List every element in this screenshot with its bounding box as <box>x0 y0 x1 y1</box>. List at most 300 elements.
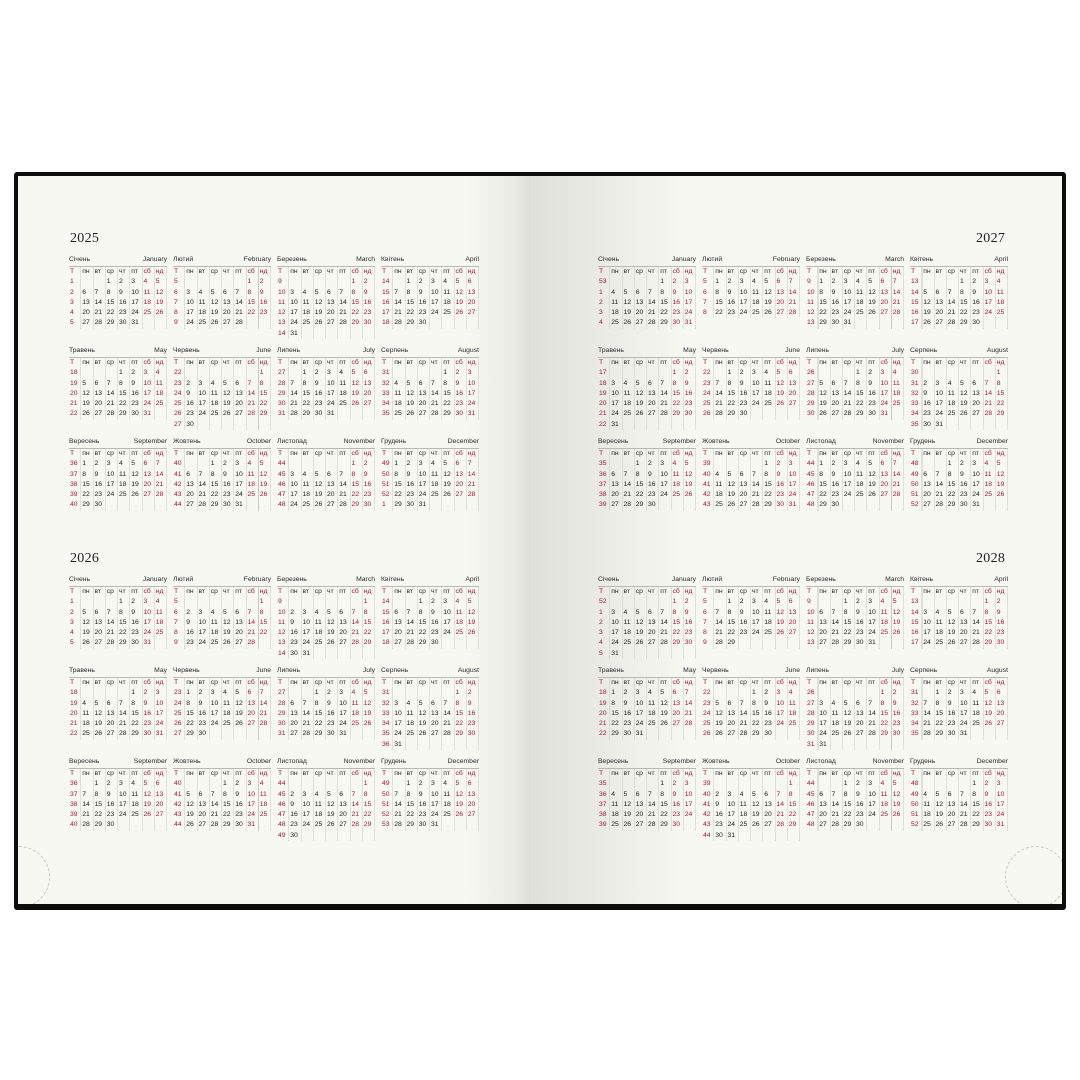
month-august <box>910 346 1008 429</box>
day-cell <box>185 779 197 789</box>
day-cell: 4 <box>947 379 952 387</box>
day-cell: 10 <box>443 608 451 616</box>
day-cell: 28 <box>715 410 723 418</box>
month-grid <box>277 267 375 339</box>
week-number: 24 <box>174 389 182 397</box>
month-name-ua: Жовтень <box>702 438 730 445</box>
day-cell <box>843 740 855 750</box>
day-cell: 3 <box>198 608 203 616</box>
weekday-header: ср <box>843 268 851 275</box>
day-cell: 23 <box>119 309 127 317</box>
month-name-ua: Травень <box>598 667 624 674</box>
day-cell: 15 <box>119 618 127 626</box>
day-cell: 30 <box>418 319 427 327</box>
day-cell: 15 <box>819 298 827 306</box>
week-number: 30 <box>911 369 919 377</box>
week-number: 37 <box>70 790 78 798</box>
day-cell <box>363 831 375 841</box>
month-name-ua: Вересень <box>69 758 100 765</box>
week-number: 49 <box>382 460 390 468</box>
weekday-header: ср <box>106 770 114 777</box>
day-cell <box>831 597 843 607</box>
day-cell: 16 <box>418 298 427 306</box>
day-cell: 1 <box>972 780 977 788</box>
day-cell: 24 <box>684 309 693 317</box>
month-name-ua: Липень <box>806 347 830 354</box>
day-cell <box>714 779 726 789</box>
day-cell <box>647 649 659 659</box>
day-cell: 29 <box>972 821 980 829</box>
day-cell: 21 <box>776 811 785 819</box>
month-name-ua: Березень <box>806 256 836 263</box>
day-cell: 21 <box>290 400 298 408</box>
day-cell: 2 <box>960 460 964 468</box>
day-cell: 4 <box>82 699 87 707</box>
day-cell <box>610 779 622 789</box>
day-cell: 21 <box>947 309 956 317</box>
day-cell: 11 <box>831 709 839 717</box>
week-number-header: Т <box>807 770 812 777</box>
week-number: 49 <box>911 790 919 798</box>
day-cell: 13 <box>339 618 347 626</box>
weekday-header: ср <box>947 268 955 275</box>
week-number-header: Т <box>703 770 708 777</box>
month-header <box>702 575 800 587</box>
weekday-header: ср <box>210 588 218 595</box>
month-name-ua: Лютий <box>702 576 723 583</box>
weekday-header: нд <box>684 268 693 275</box>
day-cell <box>289 459 301 469</box>
day-cell: 1 <box>223 780 227 788</box>
week-number: 8 <box>703 309 707 317</box>
month-header <box>910 255 1008 267</box>
week-number-header: Т <box>911 770 916 777</box>
day-cell: 14 <box>82 800 90 808</box>
day-cell: 3 <box>788 460 793 468</box>
day-cell: 24 <box>431 309 439 317</box>
weekday-header: ср <box>210 359 218 366</box>
day-cell <box>185 597 197 607</box>
day-cell: 2 <box>727 278 732 286</box>
day-cell: 12 <box>727 480 736 488</box>
day-cell: 25 <box>247 491 256 499</box>
day-cell: 6 <box>235 379 240 387</box>
day-cell: 24 <box>394 730 402 738</box>
week-number: 50 <box>382 470 390 478</box>
day-cell: 20 <box>819 811 827 819</box>
weekday-header: пн <box>819 679 827 686</box>
day-cell: 12 <box>131 470 139 478</box>
weekday-header: чт <box>856 359 863 366</box>
day-cell: 23 <box>455 400 464 408</box>
day-cell: 17 <box>186 309 194 317</box>
day-cell: 11 <box>623 389 631 397</box>
year-2025-calendar <box>69 255 479 520</box>
month-october <box>173 437 271 520</box>
day-cell: 23 <box>431 629 439 637</box>
weekday-header: ср <box>210 268 218 275</box>
month-grid <box>69 769 167 831</box>
day-cell: 4 <box>314 790 319 798</box>
weekday-header: ср <box>418 268 426 275</box>
day-cell: 26 <box>635 410 644 418</box>
day-cell: 17 <box>418 480 427 488</box>
weekday-header: чт <box>960 588 967 595</box>
day-cell: 29 <box>119 410 127 418</box>
right-page <box>531 176 1062 904</box>
day-cell: 12 <box>351 379 360 387</box>
day-cell: 2 <box>290 790 295 798</box>
day-cell: 3 <box>923 608 928 616</box>
day-cell: 7 <box>843 379 848 387</box>
weekday-header: ср <box>947 450 955 457</box>
weekday-header: пт <box>443 268 451 275</box>
day-cell: 18 <box>223 709 231 717</box>
day-cell: 26 <box>455 309 464 317</box>
day-cell: 15 <box>672 618 681 626</box>
week-number: 1 <box>70 278 74 286</box>
month-name-en: December <box>976 438 1008 445</box>
day-cell: 15 <box>635 480 644 488</box>
week-number: 32 <box>911 389 919 397</box>
day-cell: 12 <box>660 699 668 707</box>
day-cell: 9 <box>131 608 136 616</box>
day-cell: 10 <box>327 379 335 387</box>
day-cell: 3 <box>776 689 781 697</box>
day-cell: 6 <box>788 369 793 377</box>
day-cell: 18 <box>351 709 360 717</box>
weekday-header: вт <box>198 770 206 777</box>
day-cell: 21 <box>198 491 207 499</box>
day-cell: 27 <box>186 501 194 509</box>
day-cell <box>635 649 647 659</box>
day-cell: 4 <box>984 460 989 468</box>
weekday-header: пн <box>186 679 194 686</box>
day-cell: 24 <box>611 639 619 647</box>
day-cell <box>351 329 363 339</box>
weekday-header: пн <box>290 770 298 777</box>
day-cell: 13 <box>290 709 298 717</box>
month-grid <box>277 449 375 511</box>
day-cell: 13 <box>672 699 681 707</box>
weekday-header: сб <box>776 359 784 366</box>
weekday-header: пн <box>715 268 723 275</box>
month-header <box>910 437 1008 449</box>
day-cell: 25 <box>314 639 323 647</box>
week-number: 41 <box>703 480 711 488</box>
month-august <box>381 346 479 429</box>
day-cell: 17 <box>868 800 876 808</box>
weekday-header: чт <box>856 450 863 457</box>
month-june <box>702 666 800 749</box>
day-cell: 2 <box>406 460 411 468</box>
day-cell: 16 <box>327 709 335 717</box>
day-cell: 9 <box>623 699 628 707</box>
day-cell: 27 <box>648 639 656 647</box>
weekday-header: ср <box>314 679 322 686</box>
month-name-ua: Жовтень <box>173 438 201 445</box>
week-number: 53 <box>382 821 390 829</box>
week-number-header: Т <box>174 679 179 686</box>
weekday-header: вт <box>94 359 102 366</box>
day-cell: 28 <box>82 821 90 829</box>
day-cell: 20 <box>776 298 785 306</box>
weekday-header: чт <box>752 359 759 366</box>
day-cell <box>623 597 635 607</box>
week-number: 17 <box>911 319 919 327</box>
week-number: 33 <box>911 400 919 408</box>
week-number: 16 <box>911 309 919 317</box>
day-cell <box>94 597 106 607</box>
day-cell: 14 <box>290 389 298 397</box>
weekday-header: ср <box>106 268 114 275</box>
month-name-ua: Березень <box>806 576 836 583</box>
day-cell: 9 <box>223 470 227 478</box>
day-cell: 23 <box>290 639 298 647</box>
year-title-2027: 2027 <box>976 231 1006 246</box>
day-cell: 30 <box>418 821 427 829</box>
day-cell: 13 <box>418 389 427 397</box>
month-february <box>173 255 271 338</box>
day-cell: 25 <box>443 811 451 819</box>
day-cell: 16 <box>363 298 372 306</box>
weekday-header: пн <box>394 770 402 777</box>
weekday-header: пн <box>611 679 619 686</box>
day-cell: 12 <box>892 608 901 616</box>
day-cell: 23 <box>223 491 231 499</box>
day-cell: 20 <box>235 400 243 408</box>
day-cell: 23 <box>892 720 901 728</box>
day-cell: 23 <box>648 491 656 499</box>
day-cell: 18 <box>131 800 139 808</box>
day-cell: 26 <box>635 639 644 647</box>
day-cell <box>935 459 947 469</box>
day-cell: 28 <box>339 501 347 509</box>
month-header <box>277 757 375 769</box>
weekday-header: нд <box>467 359 476 366</box>
day-cell: 19 <box>351 389 360 397</box>
month-grid <box>69 358 167 420</box>
day-cell: 9 <box>868 379 873 387</box>
day-cell: 26 <box>892 811 901 819</box>
month-grid <box>598 449 696 511</box>
day-cell: 23 <box>923 410 931 418</box>
day-cell: 29 <box>351 319 360 327</box>
day-cell: 11 <box>302 298 310 306</box>
day-cell: 25 <box>143 309 152 317</box>
day-cell: 25 <box>611 319 619 327</box>
month-grid <box>598 769 696 831</box>
day-cell: 9 <box>290 800 295 808</box>
day-cell: 29 <box>394 501 402 509</box>
day-cell: 17 <box>106 480 115 488</box>
day-cell: 23 <box>259 309 268 317</box>
week-number: 19 <box>70 379 78 387</box>
day-cell: 5 <box>82 608 87 616</box>
weekday-header: сб <box>247 450 255 457</box>
weekday-header: нд <box>996 268 1005 275</box>
day-cell: 12 <box>715 709 723 717</box>
week-number: 26 <box>174 410 182 418</box>
day-cell: 25 <box>996 309 1005 317</box>
day-cell: 10 <box>198 389 207 397</box>
day-cell: 7 <box>935 470 940 478</box>
week-number: 47 <box>807 491 815 499</box>
day-cell: 19 <box>868 480 876 488</box>
day-cell: 14 <box>788 288 797 296</box>
day-cell: 7 <box>155 460 160 468</box>
day-cell: 8 <box>119 379 123 387</box>
day-cell: 23 <box>363 309 372 317</box>
day-cell: 22 <box>418 629 427 637</box>
day-cell: 10 <box>752 608 760 616</box>
day-cell: 11 <box>715 480 723 488</box>
day-cell: 29 <box>82 501 90 509</box>
day-cell: 26 <box>764 309 772 317</box>
weekday-header: вт <box>302 359 310 366</box>
weekday-header: сб <box>247 359 255 366</box>
weekday-header: пт <box>660 450 668 457</box>
weekday-header: нд <box>259 770 268 777</box>
day-cell: 21 <box>351 629 360 637</box>
day-cell: 26 <box>984 720 993 728</box>
week-number: 46 <box>278 800 286 808</box>
day-cell: 29 <box>131 730 139 738</box>
day-cell: 15 <box>119 389 127 397</box>
month-name-en: May <box>683 347 696 354</box>
day-cell: 5 <box>960 379 964 387</box>
month-grid <box>173 587 271 649</box>
day-cell: 29 <box>935 730 944 738</box>
day-cell: 6 <box>94 608 99 616</box>
day-cell: 19 <box>947 629 956 637</box>
month-april <box>381 575 479 658</box>
weekday-header: чт <box>648 450 655 457</box>
day-cell: 25 <box>155 400 164 408</box>
day-cell: 4 <box>431 460 435 468</box>
month-name-en: August <box>457 347 479 354</box>
day-cell: 17 <box>727 811 736 819</box>
week-number: 19 <box>599 699 607 707</box>
day-cell <box>623 649 635 659</box>
month-august <box>910 666 1008 749</box>
day-cell: 21 <box>339 309 347 317</box>
month-header <box>702 757 800 769</box>
day-cell <box>672 649 684 659</box>
day-cell: 16 <box>623 709 632 717</box>
day-cell: 15 <box>186 709 194 717</box>
day-cell: 2 <box>119 278 123 286</box>
week-number-header: Т <box>599 268 604 275</box>
day-cell: 10 <box>996 790 1005 798</box>
weekday-header: пн <box>611 268 619 275</box>
day-cell: 19 <box>727 491 736 499</box>
day-cell: 6 <box>856 699 860 707</box>
month-name-en: July <box>891 347 904 354</box>
day-cell: 21 <box>660 400 668 408</box>
weekday-header: ср <box>635 268 643 275</box>
day-cell: 4 <box>611 288 616 296</box>
day-cell: 26 <box>131 491 139 499</box>
month-december <box>381 757 479 840</box>
day-cell <box>442 740 454 750</box>
week-number-header: Т <box>174 450 179 457</box>
day-cell: 17 <box>819 720 827 728</box>
day-cell: 2 <box>290 608 295 616</box>
day-cell: 4 <box>856 278 860 286</box>
day-cell <box>880 500 892 510</box>
day-cell: 15 <box>764 480 772 488</box>
day-cell: 4 <box>302 288 307 296</box>
day-cell <box>623 459 635 469</box>
day-cell: 23 <box>984 811 993 819</box>
day-cell: 5 <box>406 379 411 387</box>
day-cell: 26 <box>935 821 944 829</box>
weekday-header: пн <box>819 450 827 457</box>
week-number: 21 <box>70 400 78 408</box>
day-cell: 28 <box>831 639 840 647</box>
day-cell: 8 <box>406 790 411 798</box>
day-cell: 9 <box>996 608 1001 616</box>
day-cell: 3 <box>960 689 964 697</box>
day-cell: 17 <box>198 400 207 408</box>
day-cell: 5 <box>819 379 824 387</box>
day-cell <box>947 779 959 789</box>
weekday-header: чт <box>752 679 759 686</box>
day-cell: 5 <box>210 288 215 296</box>
day-cell: 28 <box>752 501 760 509</box>
day-cell: 23 <box>684 400 693 408</box>
day-cell: 21 <box>155 480 164 488</box>
weekday-header: пн <box>715 770 723 777</box>
month-grid <box>702 267 800 318</box>
day-cell <box>831 740 843 750</box>
day-cell: 9 <box>363 288 368 296</box>
day-cell: 13 <box>611 480 619 488</box>
weekday-header: ср <box>314 770 322 777</box>
month-name-en: March <box>885 576 904 583</box>
day-cell: 21 <box>831 629 840 637</box>
weekday-header: нд <box>155 679 164 686</box>
day-cell <box>714 459 726 469</box>
day-cell: 14 <box>648 298 656 306</box>
month-name-en: January <box>671 256 696 263</box>
day-cell: 26 <box>210 319 219 327</box>
day-cell: 4 <box>394 379 399 387</box>
week-number: 38 <box>70 800 78 808</box>
week-number: 4 <box>599 639 603 647</box>
day-cell <box>302 459 314 469</box>
day-cell: 25 <box>302 319 311 327</box>
day-cell: 22 <box>302 400 311 408</box>
day-cell: 13 <box>94 389 103 397</box>
weekday-header: сб <box>455 770 463 777</box>
day-cell: 15 <box>984 618 993 626</box>
day-cell: 11 <box>351 699 359 707</box>
day-cell: 6 <box>935 288 940 296</box>
day-cell: 23 <box>856 811 864 819</box>
day-cell: 7 <box>82 790 87 798</box>
day-cell: 4 <box>119 460 123 468</box>
day-cell: 24 <box>290 319 298 327</box>
day-cell: 9 <box>418 288 423 296</box>
day-cell <box>314 329 326 339</box>
week-number: 18 <box>599 379 607 387</box>
day-cell <box>714 597 726 607</box>
day-cell: 7 <box>960 790 964 798</box>
day-cell: 29 <box>727 639 736 647</box>
day-cell: 10 <box>984 288 993 296</box>
